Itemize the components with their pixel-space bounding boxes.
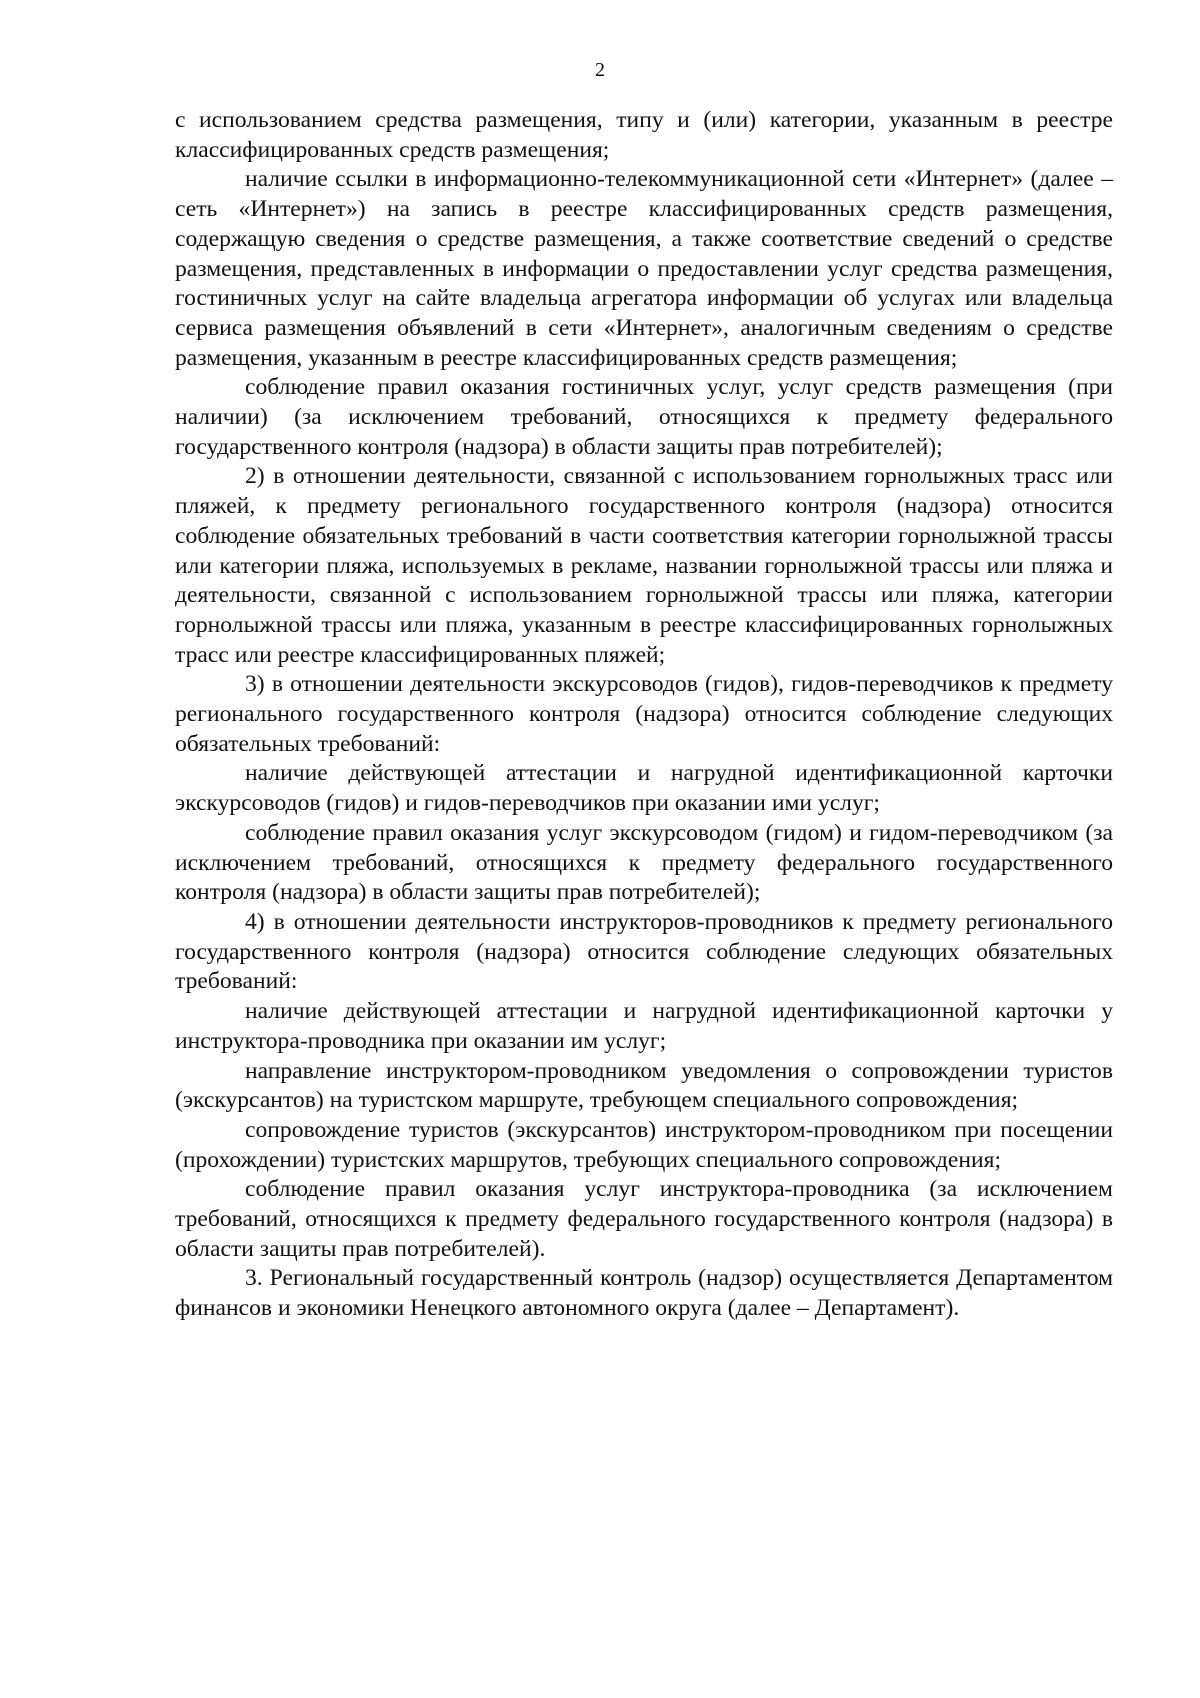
paragraph-hotel-rules: соблюдение правил оказания гостиничных услуг, услуг средств размещения (при наличии) (за исключением требований, относящихся к предмету федерального государственного контроля (надзора) в области защиты прав потребителей); <box>175 374 1113 460</box>
paragraph-item-2-ski-beaches: 2) в отношении деятельности, связанной с использованием горнолыжных трасс или пляжей, к предмету регионального государственного контроля (надзора) относится соблюдение обязательных требований в части соответствия категории горнолыжной трассы или категории пляжа, используемых в рекламе, названии горнолыжной трассы или пляжа и деятельности, связанной с использованием горнолыжной трассы или пляжа, категории горнолыжной трассы или пляжа, указанным в реестре классифицированных горнолыжных трасс или реестре классифицированных пляжей; <box>175 463 1113 668</box>
paragraph-instructor-notification: направление инструктором-проводником уведомления о сопровождении туристов (экскурсантов) на туристском маршруте, требующем специального сопровождения; <box>175 1057 1113 1114</box>
paragraph-section-3-department: 3. Региональный государственный контроль (надзор) осуществляется Департаментом финансов и экономики Ненецкого автономного округа (далее – Департамент). <box>175 1265 1113 1322</box>
document-body <box>175 106 1113 1324</box>
paragraph-guide-attestation: наличие действующей аттестации и нагрудной идентификационной карточки экскурсоводов (гидов) и гидов-переводчиков при оказании ими услуг; <box>175 760 1113 817</box>
paragraph-guide-rules: соблюдение правил оказания услуг экскурсоводом (гидом) и гидом-переводчиком (за исключением требований, относящихся к предмету федерального государственного контроля (надзора) в области защиты прав потребителей); <box>175 819 1113 906</box>
paragraph-item-3-guides: 3) в отношении деятельности экскурсоводов (гидов), гидов-переводчиков к предмету регионального государственного контроля (надзора) относится соблюдение следующих обязательных требований: <box>175 671 1113 757</box>
paragraph-instructor-rules: соблюдение правил оказания услуг инструктора-проводника (за исключением требований, относящихся к предмету федерального государственного контроля (надзора) в области защиты прав потребителей). <box>175 1176 1113 1262</box>
paragraph-item-4-instructors: 4) в отношении деятельности инструкторов-проводников к предмету регионального государственного контроля (надзора) относится соблюдение следующих обязательных требований: <box>175 908 1113 995</box>
paragraph-internet-link: наличие ссылки в информационно-телекоммуникационной сети «Интернет» (далее – сеть «Интернет») на запись в реестре классифицированных средств размещения, содержащую сведения о средстве размещения, а также соответствие сведений о средстве размещения, представленных в информации о предоставлении услуг средства размещения, гостиничных услуг на сайте владельца агрегатора информации об услугах или владельца сервиса размещения объявлений в сети «Интернет», аналогичным сведениям о средстве размещения, указанным в реестре классифицированных средств размещения; <box>175 166 1113 371</box>
paragraph-tourist-escort: сопровождение туристов (экскурсантов) инструктором-проводником при посещении (прохождении) туристских маршрутов, требующих специального сопровождения; <box>175 1116 1113 1173</box>
paragraph-accommodation-category: с использованием средства размещения, типу и (или) категории, указанным в реестре классифицированных средств размещения; <box>175 107 1113 163</box>
paragraph-instructor-attestation: наличие действующей аттестации и нагрудной идентификационной карточки у инструктора-проводника при оказании им услуг; <box>175 998 1113 1054</box>
page-number: 2 <box>595 59 605 81</box>
